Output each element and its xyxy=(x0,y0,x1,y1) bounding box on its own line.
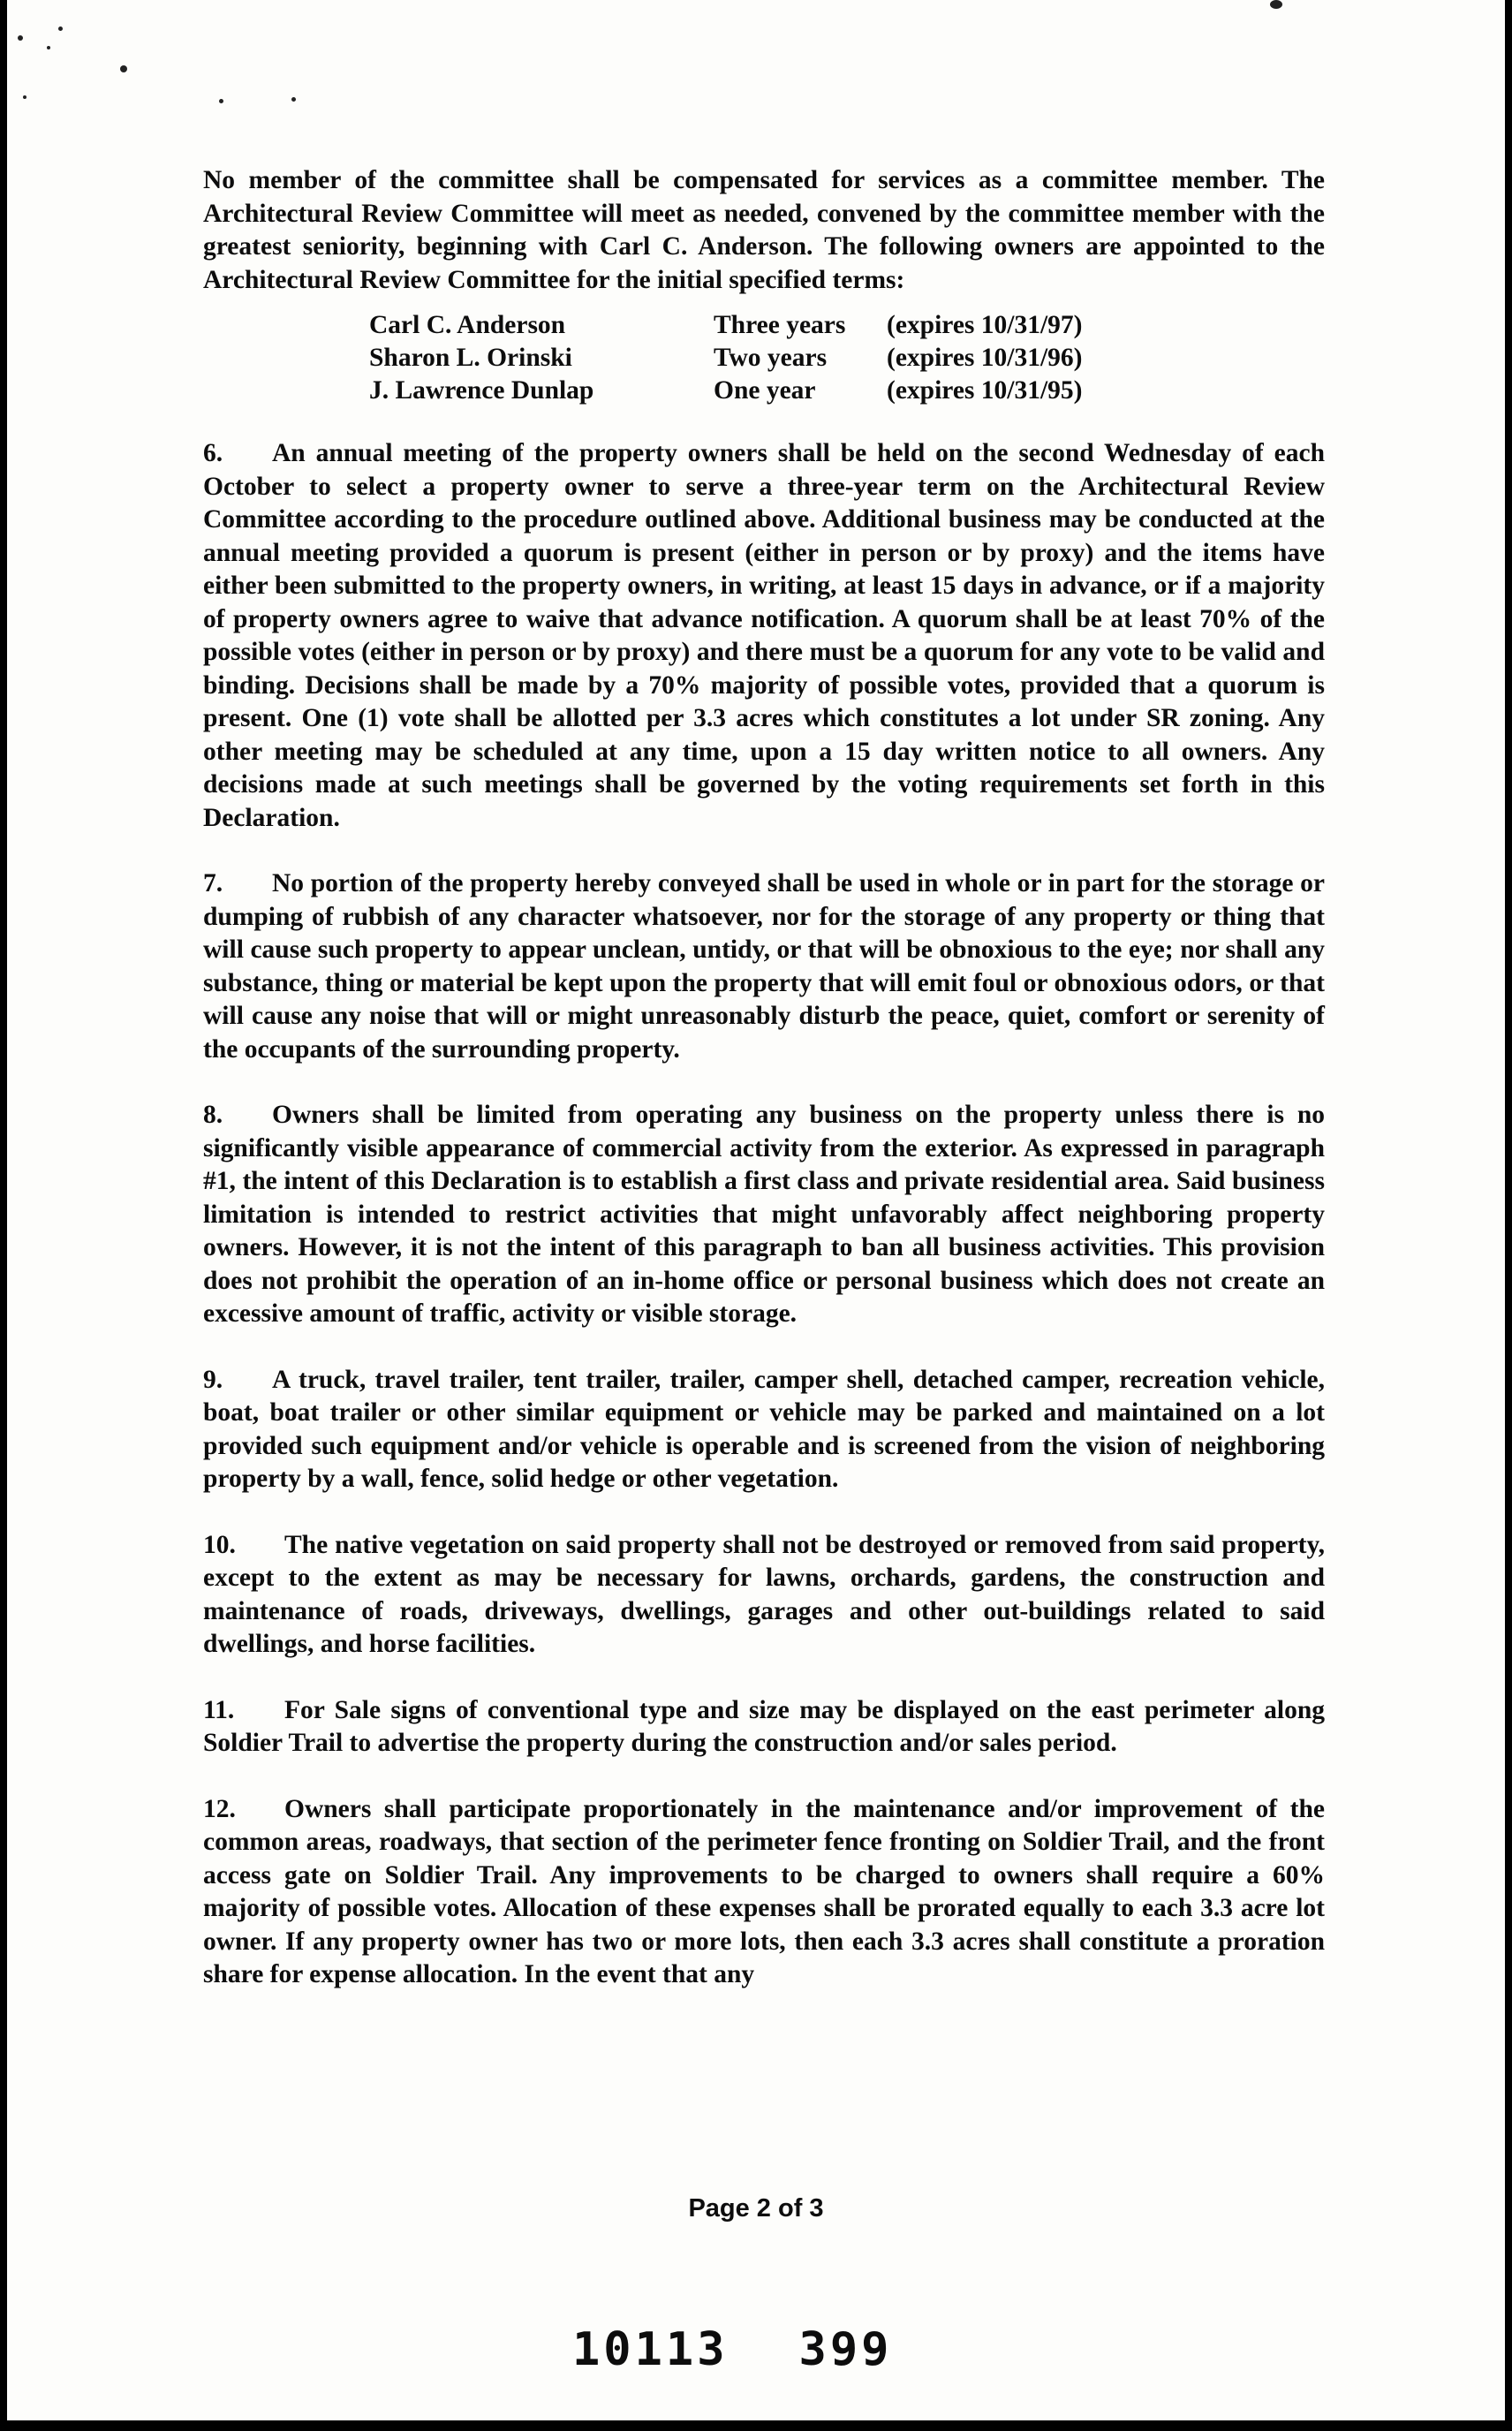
paragraph-9 xyxy=(203,1364,1325,1496)
paragraph-11 xyxy=(203,1694,1325,1761)
paragraph-number: 8. xyxy=(203,1101,223,1129)
book-number: 10113 xyxy=(572,2323,729,2376)
member-term: Three years xyxy=(714,311,846,339)
committee-row xyxy=(369,342,1083,375)
paragraph-text: The native vegetation on said property shall not be destroyed or removed from said property, except to the extent as may be necessary for lawns, orchards, gardens, the construction and maintenance of roads, driveways, dwellings, garages and other out-buildings related to said dwellings, and horse facilities. xyxy=(203,1530,1325,1658)
paragraph-text: For Sale signs of conventional type and size may be displayed on the east perimeter along Soldier Trail to advertise the property during the construction and/or sales period. xyxy=(203,1695,1325,1757)
member-name: J. Lawrence Dunlap xyxy=(369,376,594,405)
committee-row xyxy=(369,309,1083,342)
committee-table xyxy=(369,309,1083,407)
paragraph-text: A truck, travel trailer, tent trailer, trailer, camper shell, detached camper, recreation vehicle, boat, boat trailer or other similar equipment or vehicle may be parked and maintained on a lot provided such equipment and/or vehicle is operable and is screened from the vision of neighboring property by a wall, fence, solid hedge or other vegetation. xyxy=(203,1365,1325,1493)
recording-stamp xyxy=(572,2323,963,2376)
document-body xyxy=(203,164,1325,2025)
paragraph-text: Owners shall participate proportionately in the maintenance and/or improvement of the common areas, roadways, that section of the perimeter fence fronting on Soldier Trail, and the front access gate on Soldier Trail. Any improvements to be charged to owners shall require a 60% majority of possible votes. Allocation of these expenses shall be prorated equally to each 3.3 acre lot owner. If any property owner has two or more lots, then each 3.3 acres shall constitute a proration share for expense allocation. In the event that any xyxy=(203,1794,1325,1988)
paragraph-12 xyxy=(203,1793,1325,1992)
document-page xyxy=(7,0,1505,2420)
paragraph-6 xyxy=(203,437,1325,835)
paragraph-number: 6. xyxy=(203,439,223,467)
paragraph-number: 11. xyxy=(203,1695,235,1724)
paragraph-text: An annual meeting of the property owners shall be held on the second Wednesday of each October to select a property owner to serve a three-year term on the Architectural Review Committee according to the procedure outlined above. Additional business may be conducted at the annual meeting provided a quorum is present (either in person or by proxy) and the items have either been submitted to the property owners, in writing, at least 15 days in advance, or if a majority of property owners agree to waive that advance notification. A quorum shall be at least 70% of the possible votes (either in person or by proxy) and there must be a quorum for any vote to be valid and binding. Decisions shall be made by a 70% majority of possible votes, provided that a quorum is present. One (1) vote shall be allotted per 3.3 acres which constitutes a lot under SR zoning. Any other meeting may be scheduled at any time, upon a 15 day written notice to all owners. Any decisions made at such meetings shall be governed by the voting requirements set forth in this Declaration. xyxy=(203,439,1325,832)
member-term: Two years xyxy=(714,344,828,372)
paragraph-text: Owners shall be limited from operating any business on the property unless there is no significantly visible appearance of commercial activity from the exterior. As expressed in paragraph #1, the intent of this Declaration is to establish a first class and private residential area. Said business limitation is intended to restrict activities that might unfavorably affect neighboring property owners. However, it is not the intent of this paragraph to ban all business activities. This provision does not prohibit the operation of an in-home office or personal business which does not create an excessive amount of traffic, activity or visible storage. xyxy=(203,1101,1325,1328)
member-term: One year xyxy=(714,376,816,405)
stamp-page-number: 399 xyxy=(798,2323,893,2376)
member-expiry: (expires 10/31/95) xyxy=(887,376,1083,405)
paragraph-7 xyxy=(203,867,1325,1066)
paragraph-8 xyxy=(203,1099,1325,1331)
paragraph-number: 9. xyxy=(203,1365,223,1394)
paragraph-text: No portion of the property hereby conveyed shall be used in whole or in part for the storage or dumping of rubbish of any character whatsoever, nor for the storage of any property or thing that will cause such property to appear unclean, untidy, or that will be obnoxious to the eye; nor shall any substance, thing or material be kept upon the property that will emit foul or obnoxious odors, or that will cause any noise that will or might unreasonably disturb the peace, quiet, comfort or serenity of the occupants of the surrounding property. xyxy=(203,869,1325,1064)
paragraph-10 xyxy=(203,1529,1325,1662)
paragraph-number: 12. xyxy=(203,1794,236,1823)
intro-paragraph: No member of the committee shall be compensated for services as a committee member. The Architectural Review Committee will meet as needed, convened by the committee member with the greatest seniority, beginning with Carl C. Anderson. The following owners are appointed to the Architectural Review Committee for the initial specified terms: xyxy=(203,166,1325,294)
paragraph-number: 7. xyxy=(203,869,223,897)
member-expiry: (expires 10/31/97) xyxy=(887,311,1083,339)
member-name: Sharon L. Orinski xyxy=(369,344,572,372)
page-number: Page 2 of 3 xyxy=(688,2194,824,2223)
paragraph-number: 10. xyxy=(203,1530,236,1559)
member-name: Carl C. Anderson xyxy=(369,311,566,339)
member-expiry: (expires 10/31/96) xyxy=(887,344,1083,372)
committee-row xyxy=(369,375,1083,407)
